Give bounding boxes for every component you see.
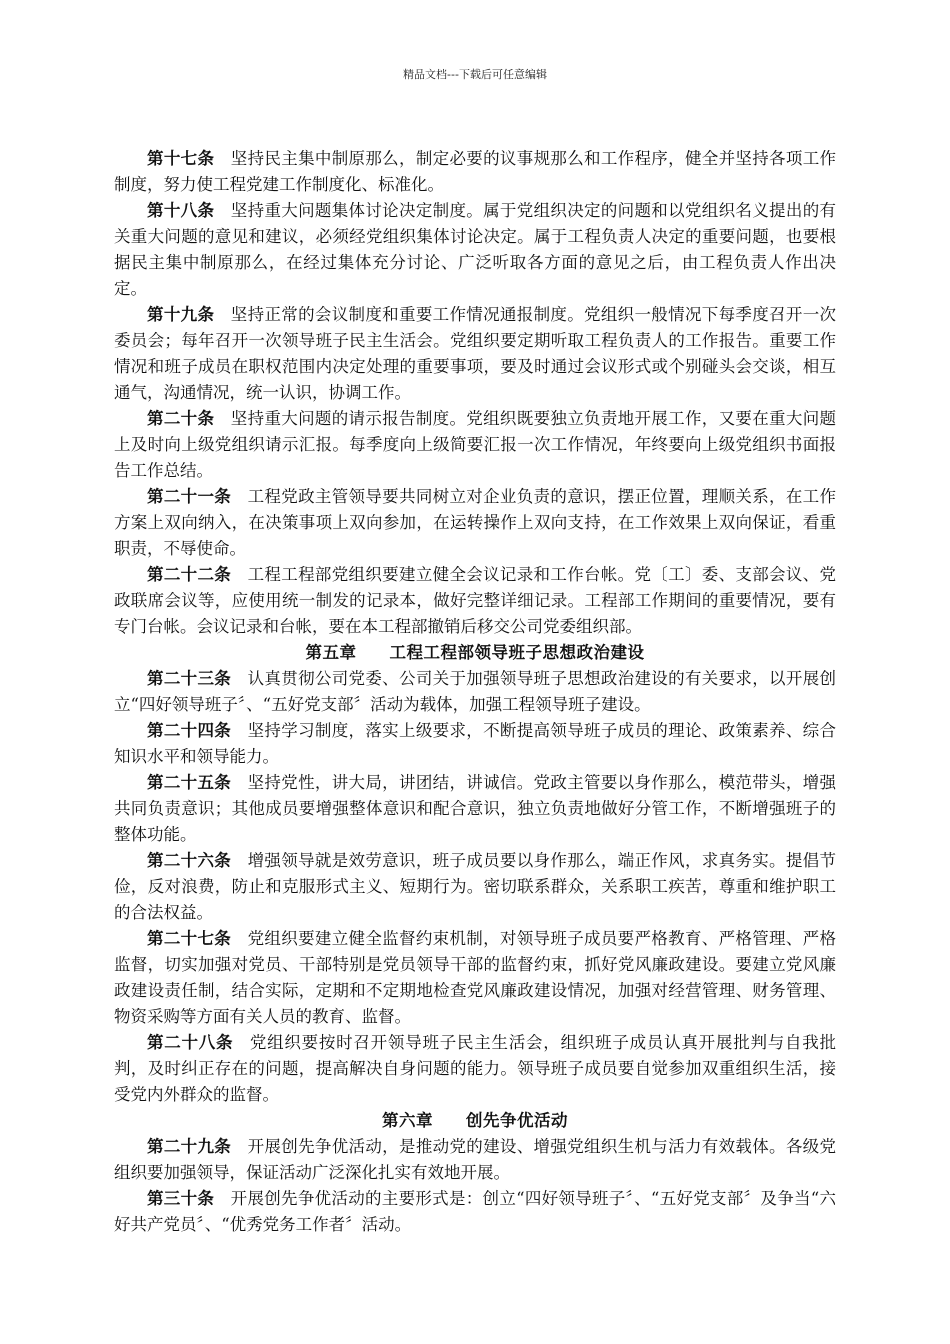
article-25 (114, 770, 836, 848)
article-text: 党组织要按时召开领导班子民主生活会，组织班子成员认真开展批判与自我批判，及时纠正存在的问题，提高解决自身问题的能力。领导班子成员要自觉参加双重组织生活，接受党内外群众的监督。 (114, 1033, 837, 1104)
article-18 (114, 198, 836, 302)
chapter-5-heading (114, 640, 836, 666)
article-text: 坚持重大问题的请示报告制度。党组织既要独立负责地开展工作，又要在重大问题上及时向上级党组织请示汇报。每季度向上级简要汇报一次工作情况，年终要向上级党组织书面报告工作总结。 (114, 409, 837, 480)
article-number: 第二十一条 (147, 487, 232, 506)
article-22 (114, 562, 836, 640)
article-number: 第十九条 (147, 305, 215, 324)
article-text: 开展创先争优活动的主要形式是：创立“四好领导班子〞、“五好党支部〞及争当“六好共产党员〞、“优秀党务工作者〞活动。 (114, 1189, 837, 1234)
article-text: 坚持民主集中制原那么，制定必要的议事规那么和工作程序，健全并坚持各项工作制度，努力使工程党建工作制度化、标准化。 (114, 149, 837, 194)
article-number: 第二十八条 (147, 1033, 234, 1052)
article-number: 第二十六条 (147, 851, 232, 870)
chapter-number: 第五章 (305, 643, 357, 662)
article-number: 第二十九条 (147, 1137, 232, 1156)
article-text: 党组织要建立健全监督约束机制，对领导班子成员要严格教育、严格管理、严格监督，切实加强对党员、干部特别是党员领导干部的监督约束，抓好党风廉政建设。要建立党风廉政建设责任制，结合实际，定期和不定期地检查党风廉政建设情况，加强对经营管理、财务管理、物资采购等方面有关人员的教育、监督。 (114, 929, 837, 1026)
article-23 (114, 666, 836, 718)
article-number: 第二十七条 (147, 929, 232, 948)
article-19 (114, 302, 836, 406)
article-30 (114, 1186, 836, 1238)
article-24 (114, 718, 836, 770)
article-number: 第二十四条 (147, 721, 232, 740)
article-26 (114, 848, 836, 926)
article-text: 坚持重大问题集体讨论决定制度。属于党组织决定的问题和以党组织名义提出的有关重大问题的意见和建议，必须经党组织集体讨论决定。属于工程负责人决定的重要问题，也要根据民主集中制原那么，在经过集体充分讨论、广泛听取各方面的意见之后，由工程负责人作出决定。 (114, 201, 837, 298)
chapter-number: 第六章 (382, 1111, 433, 1130)
article-text: 开展创先争优活动，是推动党的建设、增强党组织生机与活力有效载体。各级党组织要加强领导，保证活动广泛深化扎实有效地开展。 (114, 1137, 837, 1182)
chapter-title: 创先争优活动 (466, 1111, 568, 1130)
chapter-title: 工程工程部领导班子思想政治建设 (389, 643, 645, 662)
article-number: 第二十三条 (147, 669, 232, 688)
article-text: 工程党政主管领导要共同树立对企业负责的意识，摆正位置，理顺关系，在工作方案上双向纳入，在决策事项上双向参加，在运转操作上双向支持，在工作效果上双向保证，看重职责，不辱使命。 (114, 487, 837, 558)
article-number: 第二十条 (147, 409, 215, 428)
document-body (114, 146, 836, 1238)
article-number: 第二十二条 (147, 565, 232, 584)
article-27 (114, 926, 836, 1030)
article-21 (114, 484, 836, 562)
article-number: 第二十五条 (147, 773, 232, 792)
article-number: 第十七条 (147, 149, 215, 168)
page-header: 精品文档---下载后可任意编辑 (403, 68, 547, 81)
article-28 (114, 1030, 836, 1108)
article-number: 第三十条 (147, 1189, 215, 1208)
article-text: 坚持学习制度，落实上级要求，不断提高领导班子成员的理论、政策素养、综合知识水平和领导能力。 (114, 721, 837, 766)
article-number: 第十八条 (147, 201, 215, 220)
article-20 (114, 406, 836, 484)
article-text: 坚持正常的会议制度和重要工作情况通报制度。党组织一般情况下每季度召开一次委员会；每年召开一次领导班子民主生活会。党组织要定期听取工程负责人的工作报告。重要工作情况和班子成员在职权范围内决定处理的重要事项，要及时通过会议形式或个别碰头会交谈，相互通气，沟通情况，统一认识，协调工作。 (114, 305, 837, 402)
article-17 (114, 146, 836, 198)
article-29 (114, 1134, 836, 1186)
article-text: 坚持党性，讲大局，讲团结，讲诚信。党政主管要以身作那么，模范带头，增强共同负责意识；其他成员要增强整体意识和配合意识，独立负责地做好分管工作，不断增强班子的整体功能。 (114, 773, 837, 844)
chapter-6-heading (114, 1108, 836, 1134)
article-text: 认真贯彻公司党委、公司关于加强领导班子思想政治建设的有关要求，以开展创立“四好领导班子〞、“五好党支部〞活动为载体，加强工程领导班子建设。 (114, 669, 837, 714)
article-text: 增强领导就是效劳意识，班子成员要以身作那么，端正作风，求真务实。提倡节俭，反对浪费，防止和克服形式主义、短期行为。密切联系群众，关系职工疾苦，尊重和维护职工的合法权益。 (114, 851, 837, 922)
article-text: 工程工程部党组织要建立健全会议记录和工作台帐。党〔工〕委、支部会议、党政联席会议等，应使用统一制发的记录本，做好完整详细记录。工程部工作期间的重要情况，要有专门台帐。会议记录和台帐，要在本工程部撤销后移交公司党委组织部。 (114, 565, 837, 636)
